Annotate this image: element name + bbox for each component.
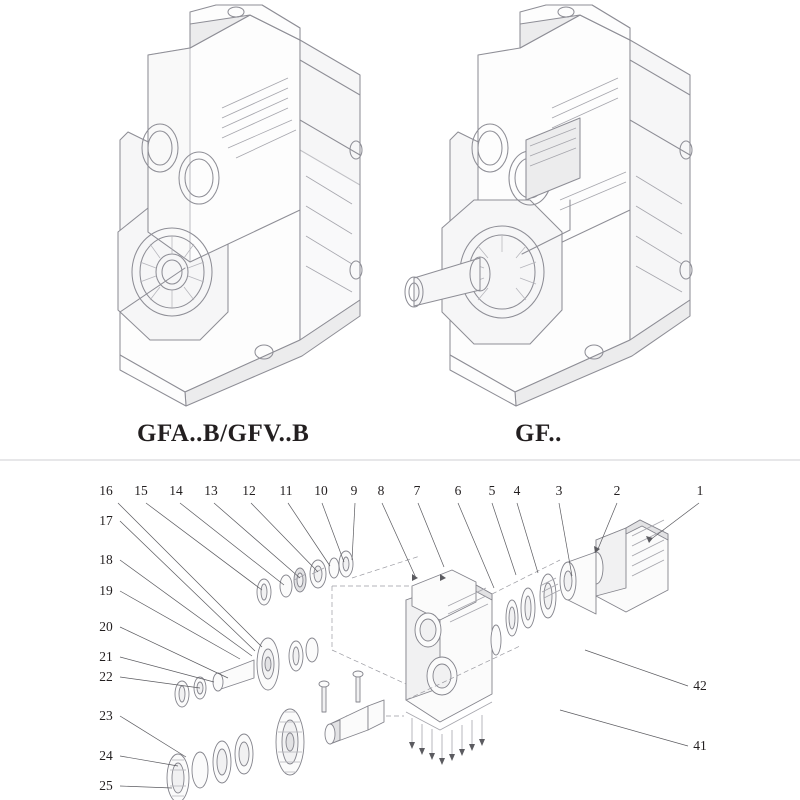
callout-leaders-left [120,521,255,788]
exploded-housing [406,570,492,765]
callout-10: 10 [314,483,328,498]
part-flange-rings [491,574,560,655]
callout-8: 8 [377,483,385,498]
gearbox-isometric-right-with-shaft [405,5,692,406]
callout-15: 15 [134,483,148,498]
callout-23: 23 [99,708,113,723]
caption-right-model: GF.. [515,420,562,447]
callout-19: 19 [99,583,113,598]
caption-left-model: GFA..B/GFV..B [137,420,310,447]
exploded-parts-group [118,503,699,800]
callout-42: 42 [693,678,707,693]
callout-2: 2 [613,483,621,498]
callout-17: 17 [99,513,113,528]
callout-14: 14 [169,483,183,498]
callout-25: 25 [99,778,113,793]
callout-7: 7 [413,483,421,498]
callout-6: 6 [454,483,462,498]
part-motor [560,520,668,614]
callout-12: 12 [242,483,256,498]
gearbox-isometric-left [118,5,362,406]
callout-1: 1 [696,483,704,498]
callout-16: 16 [99,483,113,498]
callout-13: 13 [204,483,218,498]
callout-24: 24 [99,748,113,763]
callout-20: 20 [99,619,113,634]
callout-4: 4 [513,483,521,498]
part-gear-shaft-row [175,638,318,707]
callout-21: 21 [99,649,113,664]
callout-22: 22 [99,669,113,684]
callout-leaders-right [560,650,688,746]
callout-11: 11 [279,483,293,498]
callout-9: 9 [350,483,358,498]
callout-5: 5 [488,483,496,498]
callout-3: 3 [555,483,563,498]
callout-18: 18 [99,552,113,567]
callout-41: 41 [693,738,707,753]
